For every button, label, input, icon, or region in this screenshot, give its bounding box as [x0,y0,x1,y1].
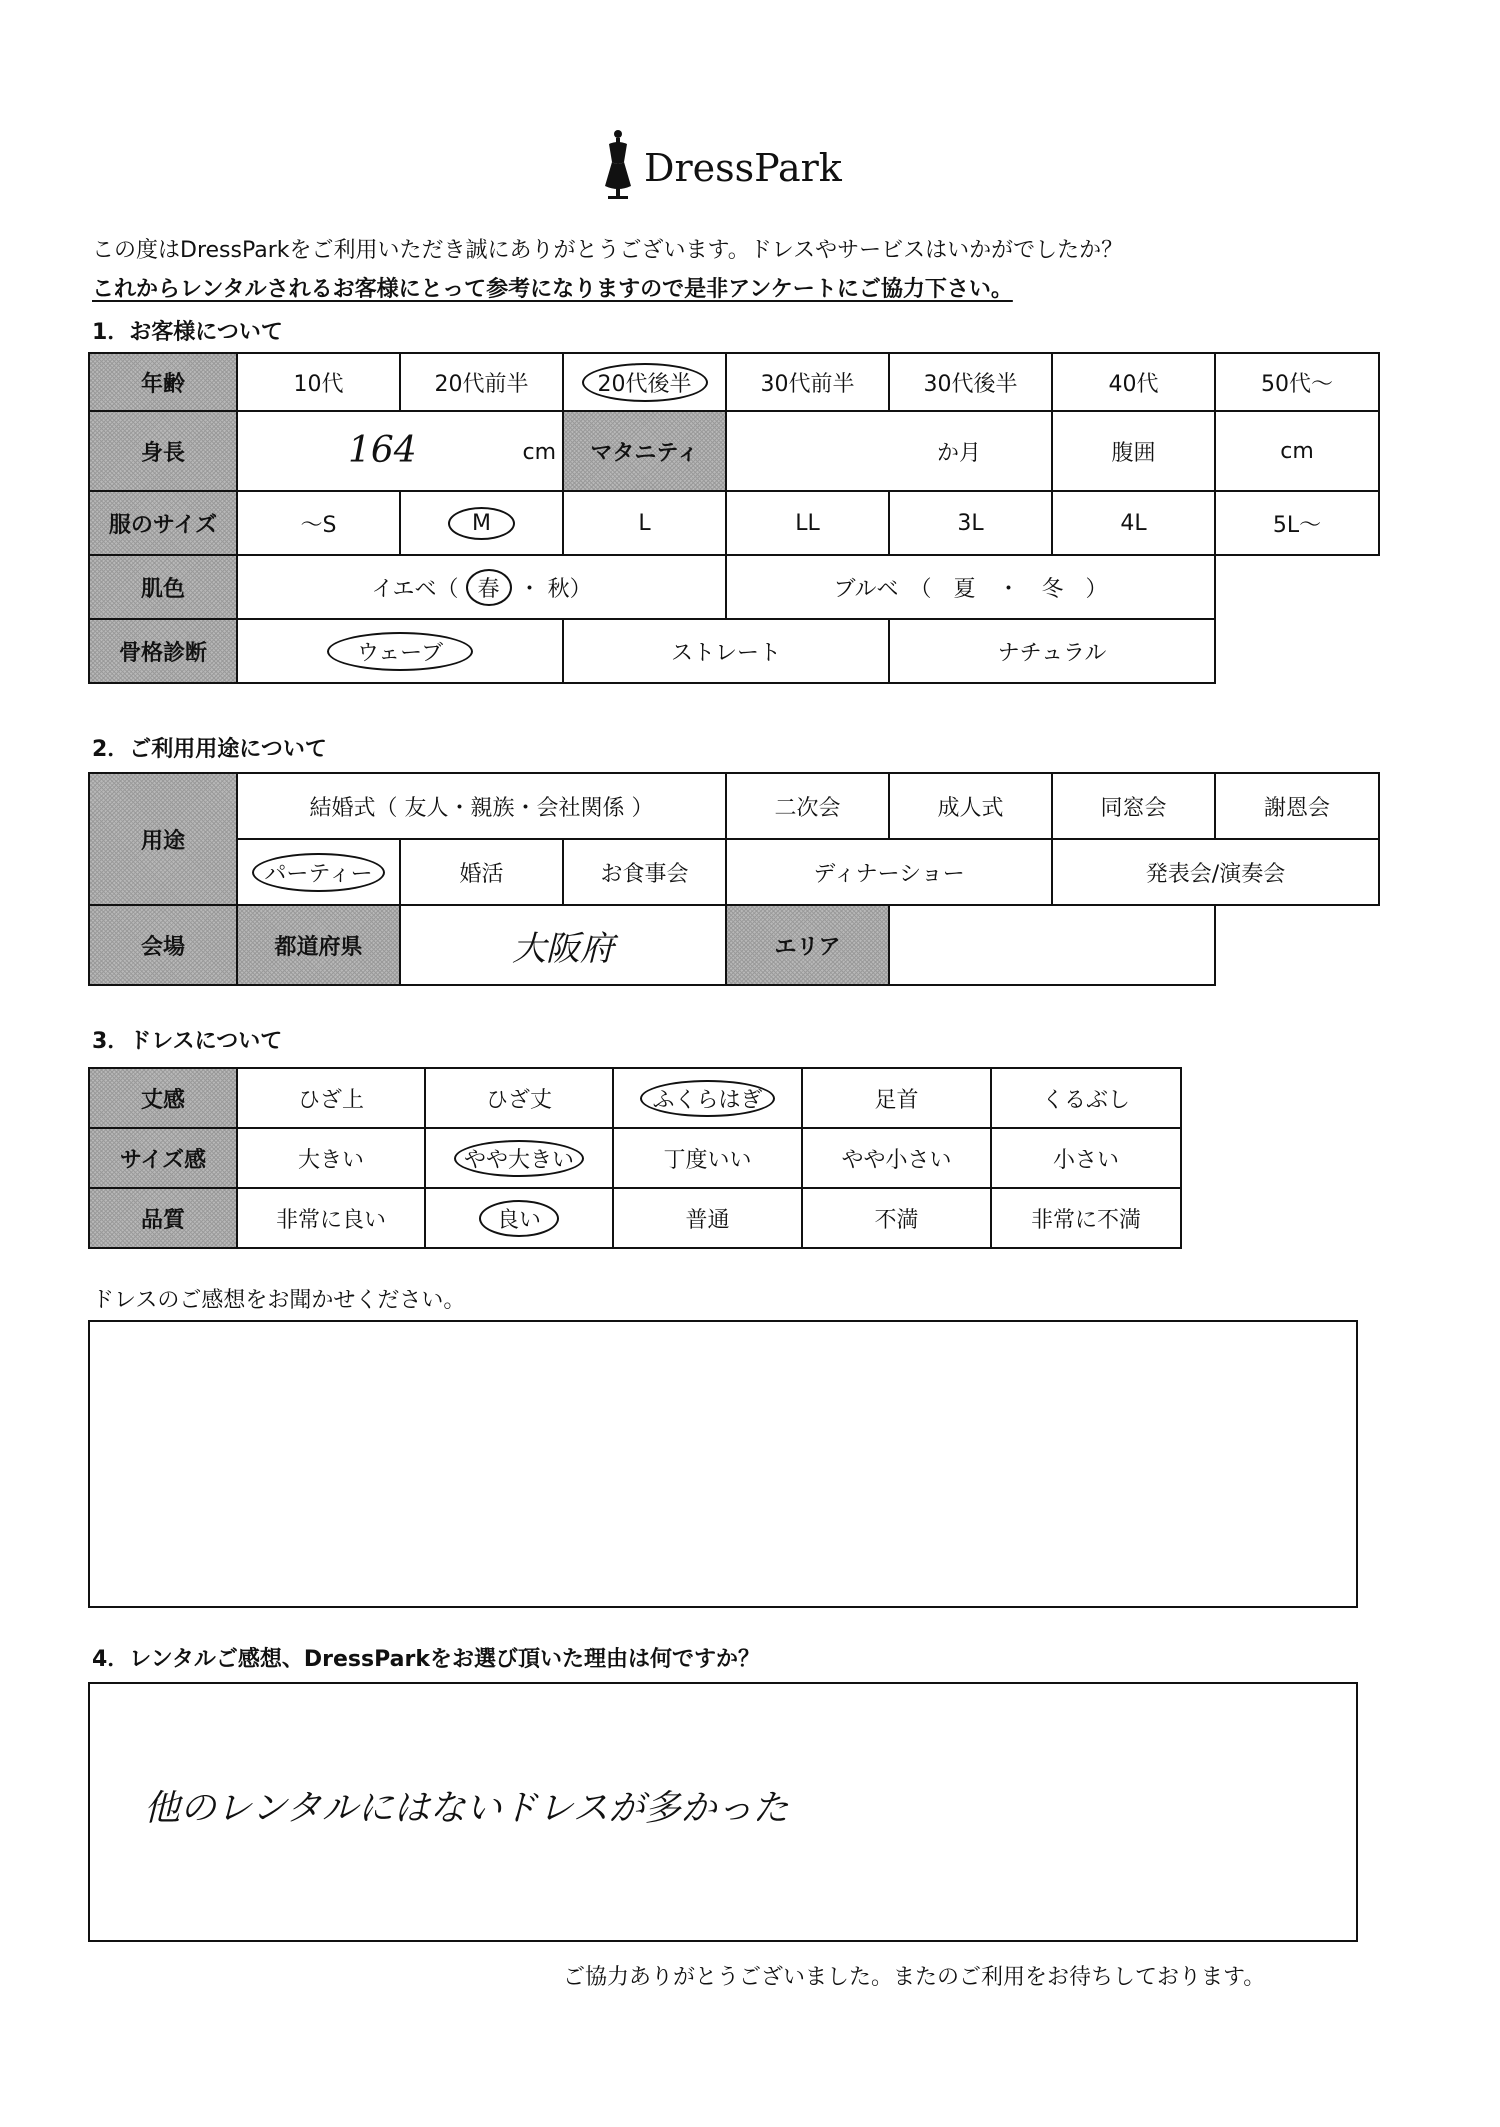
section-3-title: 3．ドレスについて [92,1029,283,1054]
fit-row [89,1128,1181,1188]
size-row [89,491,1379,555]
quality-very-dissatisfied[interactable]: 非常に不満 [991,1188,1181,1248]
selected-circle: パーティー [252,853,384,892]
venue-label: 会場 [89,905,237,985]
purpose-thanks-party[interactable]: 謝恩会 [1215,773,1379,839]
body-type-straight[interactable]: ストレート [563,619,889,683]
dresspark-logo [600,128,860,208]
belly-unit: cm [1280,438,1314,464]
body-type-label: 骨格診断 [89,619,237,683]
age-option-late-30s[interactable]: 30代後半 [889,353,1052,411]
age-row [89,353,1379,411]
size-option-s[interactable]: ～S [237,491,400,555]
height-row [89,411,1379,491]
purpose-row-2 [89,839,1379,905]
age-option-early-20s[interactable]: 20代前半 [400,353,563,411]
fit-just-right[interactable]: 丁度いい [613,1128,802,1188]
intro-line-2: これからレンタルされるお客様にとって参考になりますので是非アンケートにご協力下さい。 [92,277,1013,302]
body-type-wave[interactable] [237,619,563,683]
size-option-l[interactable]: L [563,491,726,555]
size-option-3l[interactable]: 3L [889,491,1052,555]
dress-table [88,1067,1182,1249]
quality-dissatisfied[interactable]: 不満 [802,1188,991,1248]
size-label: 服のサイズ [89,491,237,555]
selected-circle: ふくらはぎ [640,1080,774,1117]
maternity-label: マタニティ [563,411,726,491]
quality-good[interactable] [425,1188,613,1248]
quality-label: 品質 [89,1188,237,1248]
height-unit: cm [522,440,556,465]
height-label: 身長 [89,411,237,491]
fit-slightly-small[interactable]: やや小さい [802,1128,991,1188]
skin-yellow-text: イエベ（ [371,576,459,602]
age-option-40s[interactable]: 40代 [1052,353,1215,411]
skin-autumn: 秋） [547,576,592,602]
size-option-m[interactable] [400,491,563,555]
body-type-row [89,619,1379,683]
length-row [89,1068,1181,1128]
dress-comment-prompt: ドレスのご感想をお聞かせください。 [92,1288,466,1313]
prefecture-label: 都道府県 [237,905,400,985]
skin-dot: ・ [518,576,541,602]
skin-spring-circle: 春 [466,569,512,606]
height-field[interactable] [237,411,563,491]
purpose-reunion[interactable]: 同窓会 [1052,773,1215,839]
length-ankle[interactable]: 足首 [802,1068,991,1128]
purpose-dinner-show[interactable]: ディナーショー [726,839,1052,905]
age-label: 年齢 [89,353,237,411]
maternity-months-field[interactable] [726,411,1052,491]
length-calf[interactable] [613,1068,802,1128]
prefecture-field[interactable] [400,905,726,985]
purpose-dinner[interactable]: お食事会 [563,839,726,905]
age-option-late-20s[interactable] [563,353,726,411]
selected-circle: やや大きい [454,1140,584,1177]
size-option-4l[interactable]: 4L [1052,491,1215,555]
purpose-konkatsu[interactable]: 婚活 [400,839,563,905]
months-unit: か月 [936,440,981,466]
purpose-after-party[interactable]: 二次会 [726,773,889,839]
fit-slightly-large[interactable] [425,1128,613,1188]
purpose-wedding[interactable]: 結婚式（ 友人・親族・会社関係 ） [237,773,726,839]
customer-info-table [88,352,1380,684]
skin-row [89,555,1379,619]
fit-label: サイズ感 [89,1128,237,1188]
usage-table [88,772,1380,986]
body-type-natural[interactable]: ナチュラル [889,619,1215,683]
quality-normal[interactable]: 普通 [613,1188,802,1248]
size-option-ll[interactable]: LL [726,491,889,555]
area-label: エリア [726,905,889,985]
fit-large[interactable]: 大きい [237,1128,425,1188]
intro-line-1: この度はDressParkをご利用いただき誠にありがとうございます。ドレスやサービスはいかがでしたか？ [92,238,1124,263]
area-field[interactable] [889,905,1215,985]
logo-wordmark: DressPark [644,146,842,190]
purpose-coming-of-age[interactable]: 成人式 [889,773,1052,839]
selected-circle: 良い [479,1200,559,1237]
venue-row [89,905,1379,985]
height-value: 164 [348,430,417,471]
skin-yellow-option[interactable] [237,555,726,619]
age-option-50s-plus[interactable]: 50代～ [1215,353,1379,411]
dress-form-icon [600,128,636,200]
blank-cell [1215,619,1379,683]
size-option-5l[interactable]: 5L～ [1215,491,1379,555]
skin-blue-option[interactable]: ブルベ （ 夏 ・ 冬 ） [726,555,1215,619]
quality-very-good[interactable]: 非常に良い [237,1188,425,1248]
section-4-title: 4．レンタルご感想、DressParkをお選び頂いた理由は何ですか？ [92,1647,760,1672]
prefecture-value: 大阪府 [512,928,614,969]
blank-cell [1215,555,1379,619]
skin-label: 肌色 [89,555,237,619]
thank-you-message: ご協力ありがとうございました。またのご利用をお待ちしております。 [563,1965,1266,1990]
purpose-label: 用途 [89,773,237,905]
rental-reason-box[interactable] [88,1682,1358,1942]
fit-small[interactable]: 小さい [991,1128,1181,1188]
belly-label: 腹囲 [1052,411,1215,491]
purpose-recital[interactable]: 発表会/演奏会 [1052,839,1379,905]
section-2-title: 2．ご利用用途について [92,737,327,762]
dress-comment-box[interactable] [88,1320,1358,1608]
belly-field[interactable] [1215,411,1379,491]
selected-circle: M [448,507,515,540]
age-option-early-30s[interactable]: 30代前半 [726,353,889,411]
length-knee[interactable]: ひざ丈 [425,1068,613,1128]
section-1-title: 1．お客様について [92,320,283,345]
selected-circle: ウェーブ [327,632,473,671]
rental-reason-text: 他のレンタルにはないドレスが多かった [144,1788,789,1829]
length-above-knee[interactable]: ひざ上 [237,1068,425,1128]
purpose-row-1 [89,773,1379,839]
age-option-10s[interactable]: 10代 [237,353,400,411]
selected-circle: 20代後半 [582,363,708,402]
blank-cell [1215,905,1379,985]
quality-row [89,1188,1181,1248]
length-label: 丈感 [89,1068,237,1128]
length-anklebone[interactable]: くるぶし [991,1068,1181,1128]
purpose-party[interactable] [237,839,400,905]
